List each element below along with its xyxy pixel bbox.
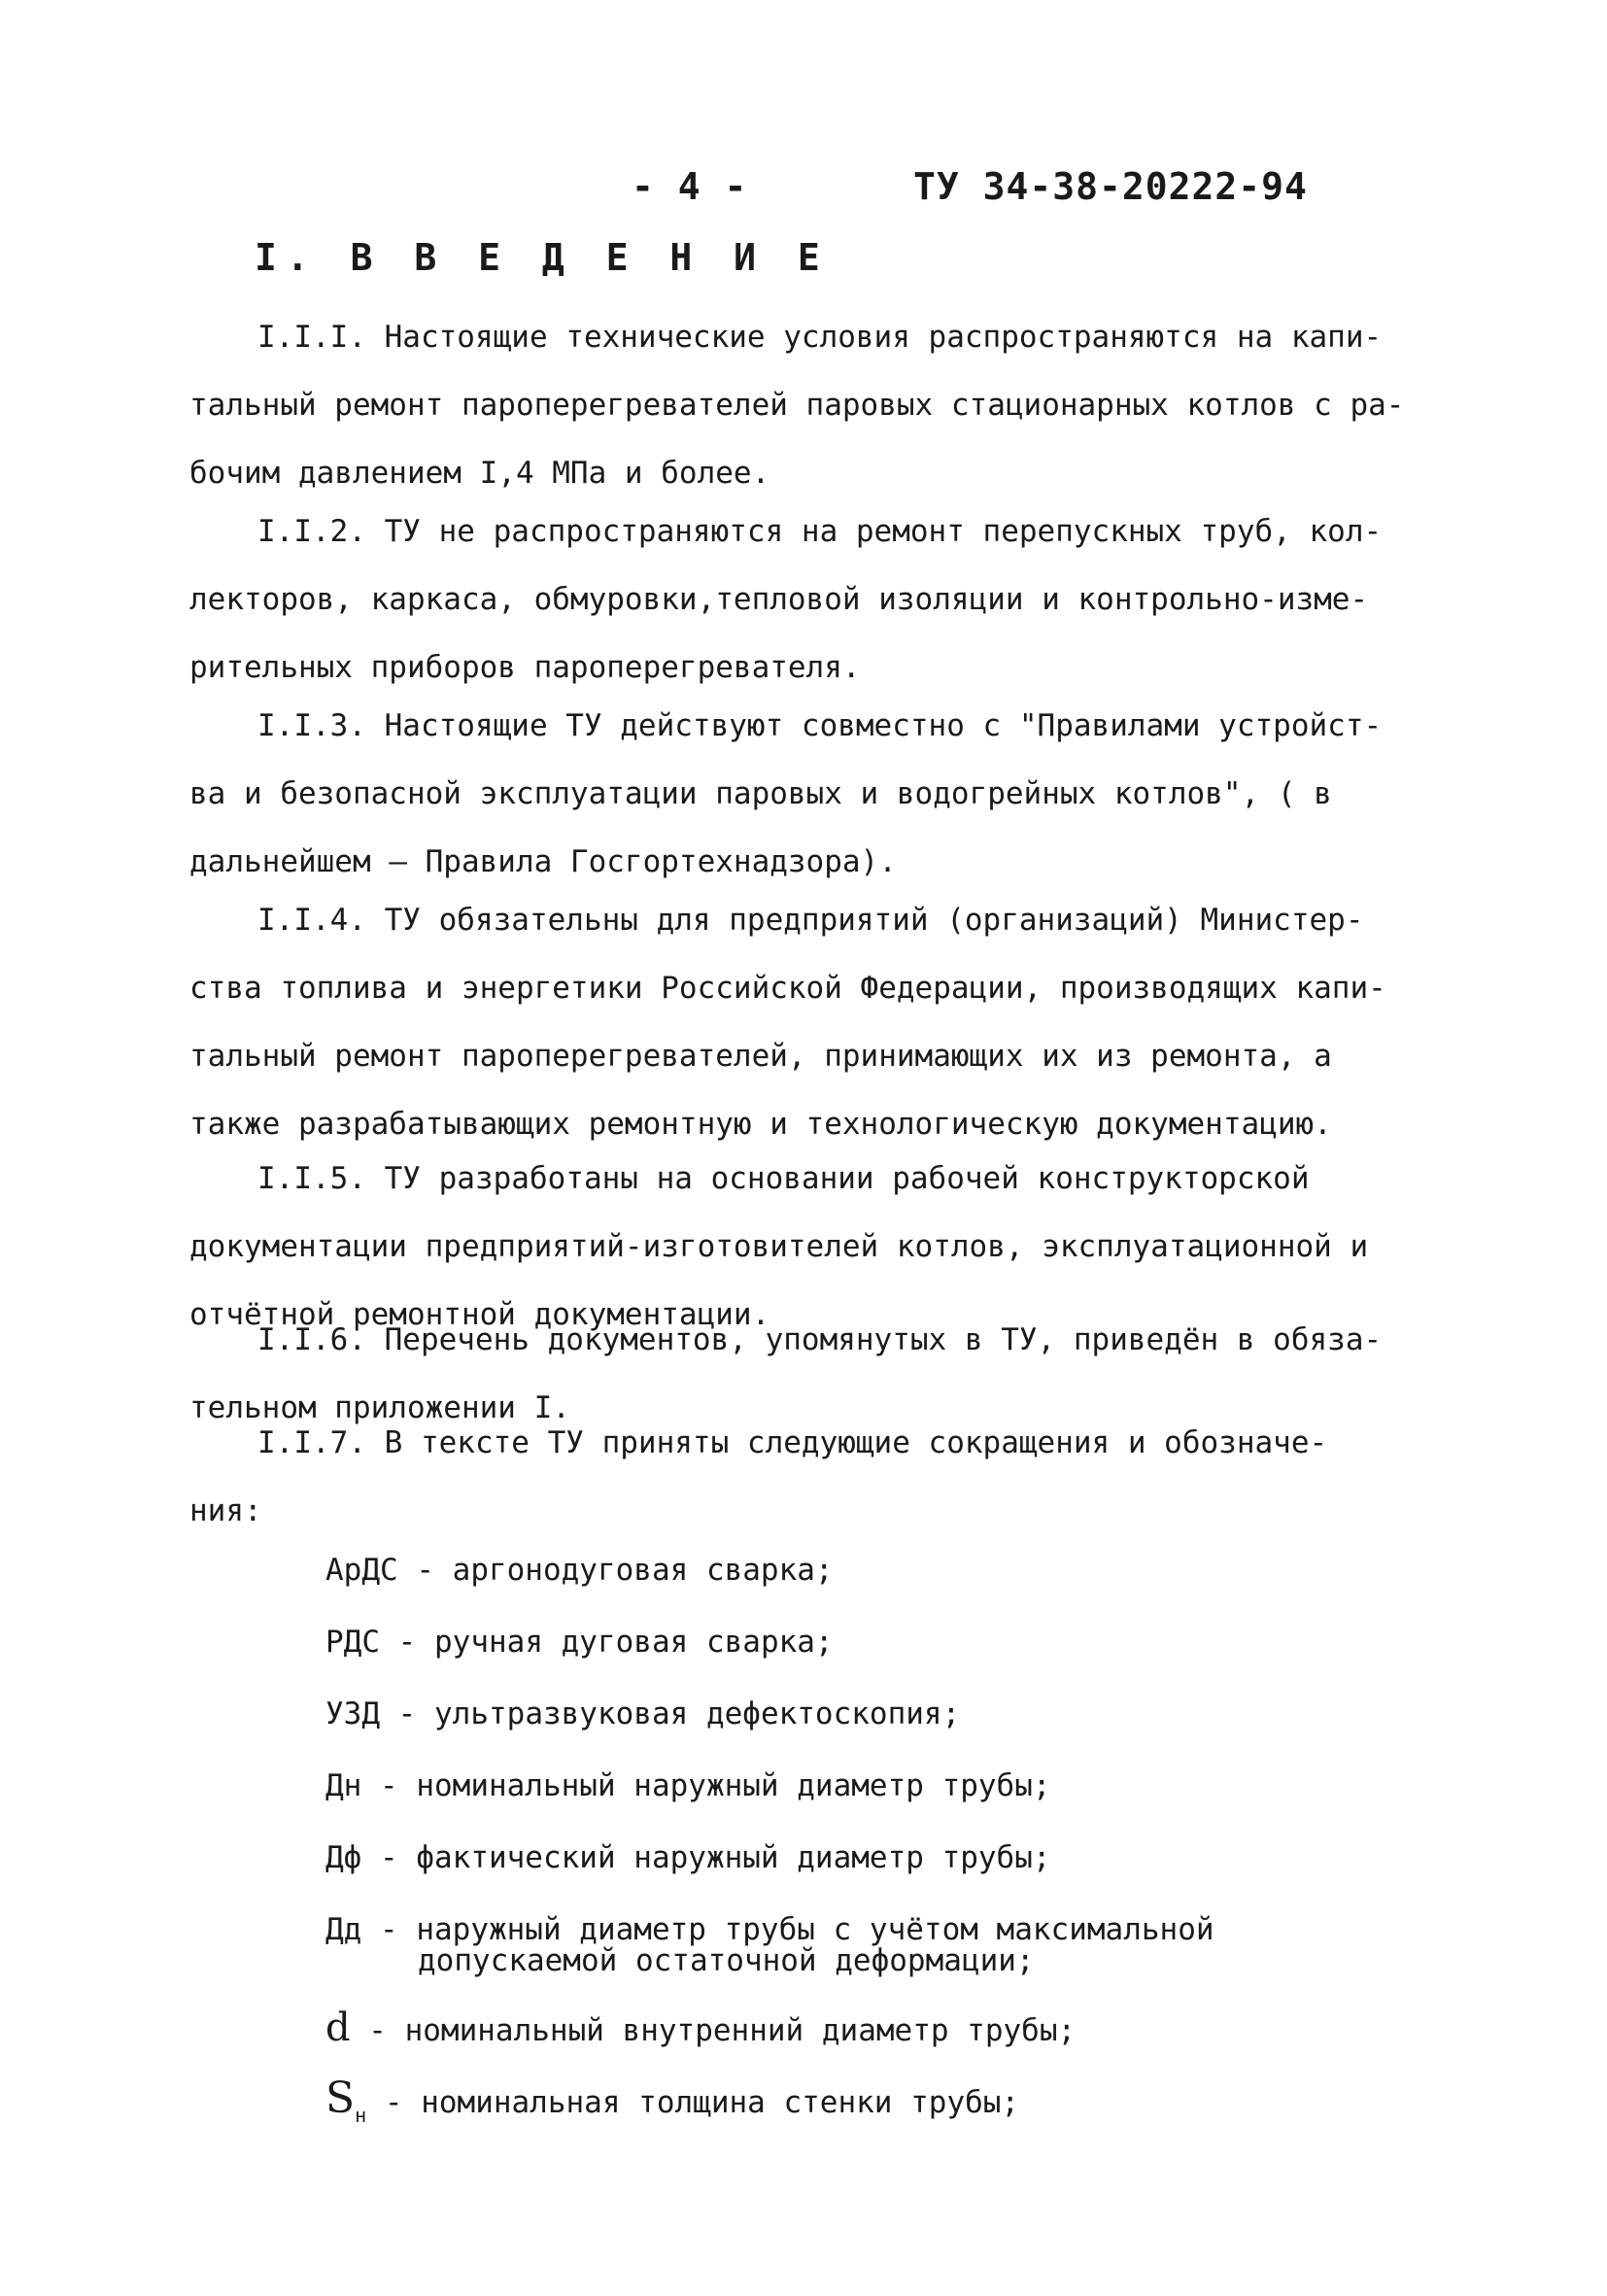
abbreviation-definition: - номинальный внутренний диаметр трубы; [368, 2013, 1077, 2048]
paragraph-line: рительных приборов пароперегревателя. [189, 650, 861, 685]
abbreviation-term: РДС [325, 1625, 380, 1660]
paragraph-line: дальнейшем – Правила Госгортехнадзора). [189, 844, 897, 879]
paragraph-line: также разрабатывающих ремонтную и технологическую документацию. [189, 1107, 1332, 1142]
paragraph-1-1-4 [189, 886, 1443, 1158]
abbreviation-term: АрДС [325, 1553, 398, 1588]
symbol-subscript: н [355, 2103, 367, 2127]
abbreviation-item [325, 2005, 1076, 2050]
paragraph-1-1-1 [189, 303, 1443, 507]
paragraph-line: документации предприятий-изготовителей котлов, эксплуатационной и [189, 1229, 1369, 1264]
abbreviation-term: Дф [325, 1840, 362, 1875]
paragraph-line: тальный ремонт пароперегревателей, принимающих их из ремонта, а [189, 1039, 1332, 1074]
section-title: I. В В Е Д Е Н И Е [255, 236, 830, 279]
abbreviation-item [325, 2073, 1019, 2127]
abbreviation-definition: - аргонодуговая сварка; [416, 1553, 834, 1588]
paragraph-line: бочим давлением I,4 МПа и более. [189, 456, 770, 491]
abbreviation-item [325, 1553, 834, 1588]
abbreviation-term: d [325, 2005, 351, 2050]
paragraph-line: I.I.2. ТУ не распространяются на ремонт перепускных труб, кол- [257, 514, 1383, 549]
page-number: - 4 - [632, 165, 748, 208]
paragraph-line: I.I.5. ТУ разработаны на основании рабочей конструкторской [257, 1161, 1310, 1196]
symbol-s: S [325, 2073, 356, 2123]
paragraph-line: I.I.6. Перечень документов, упомянутых в ТУ, приведён в обяза- [257, 1322, 1383, 1357]
abbreviation-term [325, 2073, 367, 2127]
paragraph-line: тельном приложении I. [189, 1390, 570, 1425]
abbreviation-definition-continued: допускаемой остаточной деформации; [418, 1943, 1035, 1978]
abbreviation-item [325, 1768, 1051, 1803]
abbreviation-definition: - ручная дуговая сварка; [397, 1625, 834, 1660]
paragraph-line: лекторов, каркаса, обмуровки,тепловой изоляции и контрольно-изме- [189, 582, 1369, 617]
paragraph-line: ва и безопасной эксплуатации паровых и водогрейных котлов", ( в [189, 776, 1332, 811]
abbreviation-definition: - номинальный наружный диаметр трубы; [380, 1768, 1051, 1803]
document-code: ТУ 34-38-20222-94 [913, 165, 1308, 208]
abbreviation-definition: - наружный диаметр трубы с учётом максимальной [380, 1912, 1214, 1947]
paragraph-1-1-3 [189, 692, 1443, 896]
paragraph-line: I.I.4. ТУ обязательны для предприятий (организаций) Министер- [257, 903, 1364, 938]
paragraph-line: ния: [189, 1493, 262, 1528]
paragraph-1-1-7 [189, 1409, 1443, 1545]
abbreviation-term: УЗД [325, 1696, 380, 1731]
abbreviation-item [325, 1696, 960, 1731]
paragraph-line: I.I.7. В тексте ТУ приняты следующие сокращения и обозначе- [257, 1425, 1328, 1460]
abbreviation-definition: - номинальная толщина стенки трубы; [384, 2085, 1020, 2120]
abbreviation-item [325, 1625, 834, 1660]
paragraph-line: ства топлива и энергетики Российской Федерации, производящих капи- [189, 971, 1386, 1006]
paragraph-line: отчётной ремонтной документации. [189, 1297, 770, 1332]
paragraph-1-1-2 [189, 497, 1443, 702]
paragraph-line: I.I.I. Настоящие технические условия распространяются на капи- [257, 320, 1383, 355]
abbreviation-term: Дн [325, 1768, 362, 1803]
abbreviation-term: Дд [325, 1912, 362, 1947]
abbreviation-definition: - фактический наружный диаметр трубы; [380, 1840, 1051, 1875]
abbreviation-item [325, 1840, 1051, 1875]
abbreviation-item [325, 1914, 1214, 1976]
paragraph-line: тальный ремонт пароперегревателей паровых стационарных котлов с ра- [189, 388, 1405, 423]
paragraph-line: I.I.3. Настоящие ТУ действуют совместно с "Правилами устройст- [257, 708, 1383, 743]
abbreviation-definition: - ультразвуковая дефектоскопия; [397, 1696, 961, 1731]
